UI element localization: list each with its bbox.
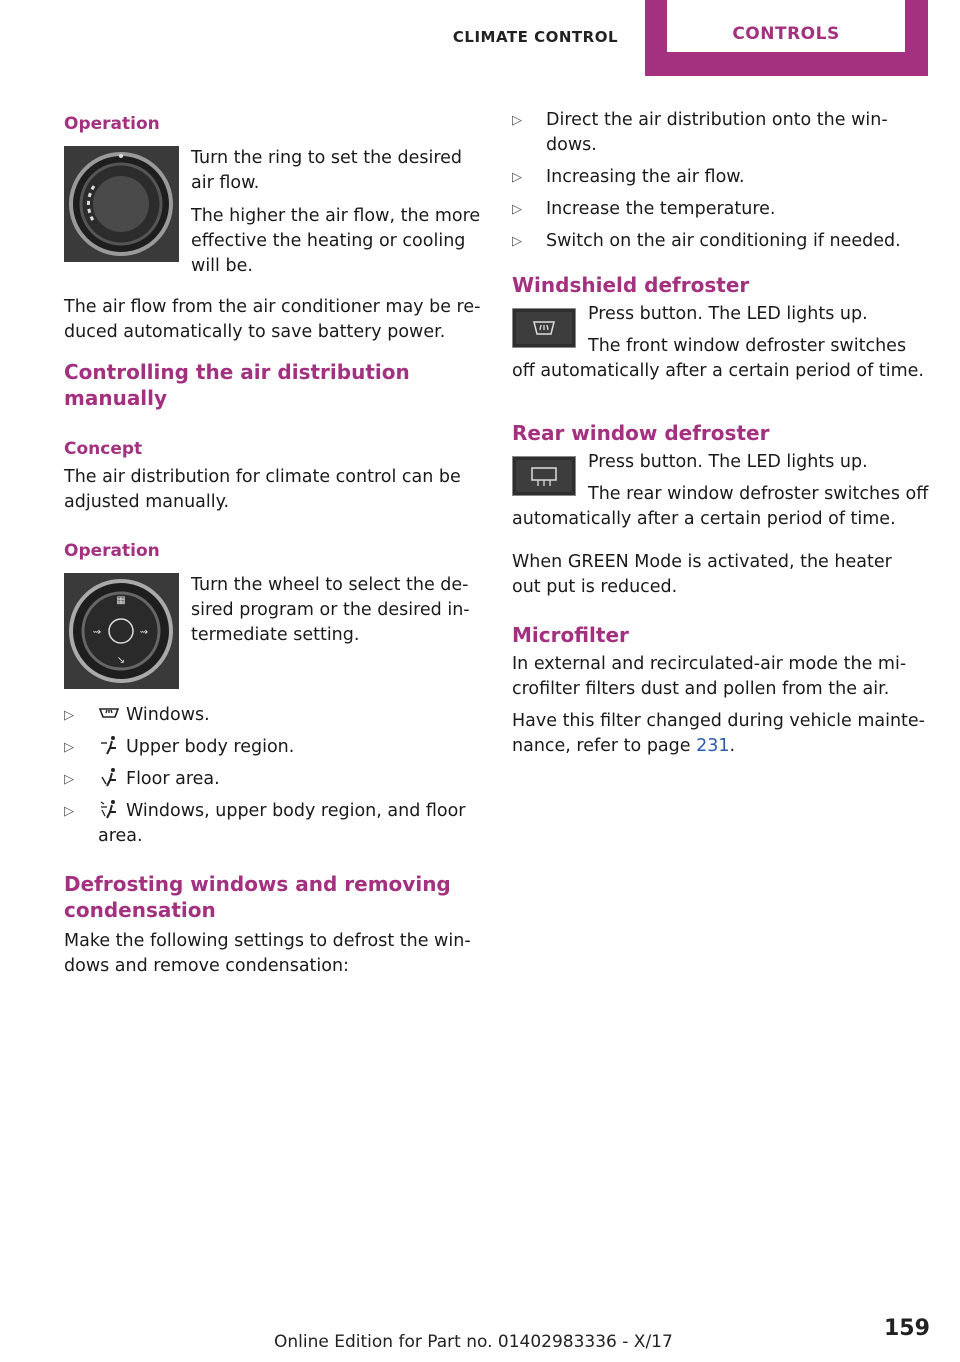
concept-text: The air distribution for climate control can be adjusted manually.: [64, 467, 461, 512]
header-chapter-tab: [645, 0, 928, 76]
list-item: [64, 767, 482, 792]
triangle-bullet-icon: ▷: [64, 708, 74, 723]
list-item-text: Upper body region.: [126, 737, 295, 757]
right-column: [512, 108, 930, 759]
triangle-bullet-icon: ▷: [64, 772, 74, 787]
airflow-text-2: The higher the air flow, the more effective the heating or cooling will be.: [191, 206, 481, 276]
svg-text:⇝: ⇝: [92, 627, 102, 638]
floor-airflow-icon: [98, 767, 120, 787]
triangle-bullet-icon: ▷: [512, 234, 522, 249]
airflow-ring-control-image: [64, 146, 179, 262]
windows-airflow-icon: [98, 703, 120, 723]
windshield-defroster-heading: Windshield defroster: [512, 273, 750, 297]
left-column: [64, 108, 482, 979]
microfilter-text-2-body: Have this filter changed during vehicle mainte nance, refer to page: [512, 711, 925, 756]
list-item-text: Floor area.: [126, 769, 220, 789]
list-item: [512, 165, 930, 190]
concept-heading: Concept: [64, 439, 143, 459]
header-section-title: CLIMATE CONTROL: [452, 28, 618, 46]
page-number: 159: [884, 1316, 930, 1341]
list-item-text: Windows, upper body region, and floor area.: [98, 801, 466, 846]
windshield-text-2: The front window defroster switches off automatically after a certain period of time.: [512, 336, 924, 381]
footer-edition: Online Edition for Part no. 01402983336 - X/17: [274, 1332, 673, 1352]
list-item-text: Increasing the air flow.: [546, 167, 745, 187]
microfilter-text-1: In external and recirculated-air mode the mi crofilter filters dust and pollen from the air.: [512, 654, 907, 699]
list-item: [512, 197, 930, 222]
svg-text:⇝: ⇝: [139, 627, 149, 638]
defrost-text: Make the following settings to defrost the win dows and remove condensation:: [64, 931, 471, 976]
list-item-text: Increase the temperature.: [546, 199, 776, 219]
airflow-text-1: Turn the ring to set the desired air flow.: [191, 148, 463, 193]
defrost-steps-list: [512, 108, 930, 254]
manual-distribution-heading: Controlling the air distribution manually: [64, 360, 410, 410]
list-item: [64, 799, 482, 849]
list-item-text: Windows.: [126, 705, 210, 725]
distribution-wheel-image: [64, 573, 179, 689]
green-mode-text: When GREEN Mode is activated, the heater out put is reduced.: [512, 552, 892, 597]
rear-block: [512, 450, 930, 532]
combined-airflow-icon: [98, 799, 120, 819]
list-item: [64, 703, 482, 728]
windshield-block: [512, 302, 930, 384]
list-item: [64, 735, 482, 760]
svg-text:▦: ▦: [116, 595, 126, 606]
windshield-text-1: Press button. The LED lights up.: [588, 304, 868, 324]
page-header: [0, 0, 960, 80]
distribution-text: Turn the wheel to select the de sired program or the desired in termediate setting.: [191, 575, 470, 645]
distribution-block: [64, 573, 482, 689]
triangle-bullet-icon: ▷: [64, 804, 74, 819]
list-item-text: Switch on the air conditioning if needed.: [546, 231, 901, 251]
rear-window-defroster-heading: Rear window defroster: [512, 421, 770, 445]
operation-heading-1: Operation: [64, 114, 160, 134]
microfilter-text-2: [512, 709, 930, 759]
triangle-bullet-icon: ▷: [512, 170, 522, 185]
microfilter-text-2-end: .: [729, 736, 736, 756]
airflow-text-3: The air flow from the air conditioner may be re duced automatically to save battery power.: [64, 297, 481, 342]
upper-body-airflow-icon: [98, 735, 120, 755]
list-item: [512, 229, 930, 254]
list-item: [512, 108, 930, 158]
rear-window-defroster-button-image: [512, 456, 576, 496]
list-item-text: Direct the air distribution onto the win dows.: [546, 110, 888, 155]
operation-heading-2: Operation: [64, 541, 160, 561]
svg-text:↘: ↘: [116, 655, 126, 666]
triangle-bullet-icon: ▷: [512, 113, 522, 128]
header-chapter-label: CONTROLS: [667, 0, 905, 52]
distribution-mode-list: [64, 703, 482, 849]
triangle-bullet-icon: ▷: [64, 740, 74, 755]
defrost-heading: Defrosting windows and removing condensation: [64, 872, 451, 922]
page-reference-link[interactable]: 231: [696, 736, 730, 756]
rear-text-1: Press button. The LED lights up.: [588, 452, 868, 472]
windshield-defroster-button-image: [512, 308, 576, 348]
triangle-bullet-icon: ▷: [512, 202, 522, 217]
rear-text-2: The rear window defroster switches off automatically after a certain period of time.: [512, 484, 929, 529]
microfilter-heading: Microfilter: [512, 623, 629, 647]
airflow-block: [64, 146, 482, 287]
